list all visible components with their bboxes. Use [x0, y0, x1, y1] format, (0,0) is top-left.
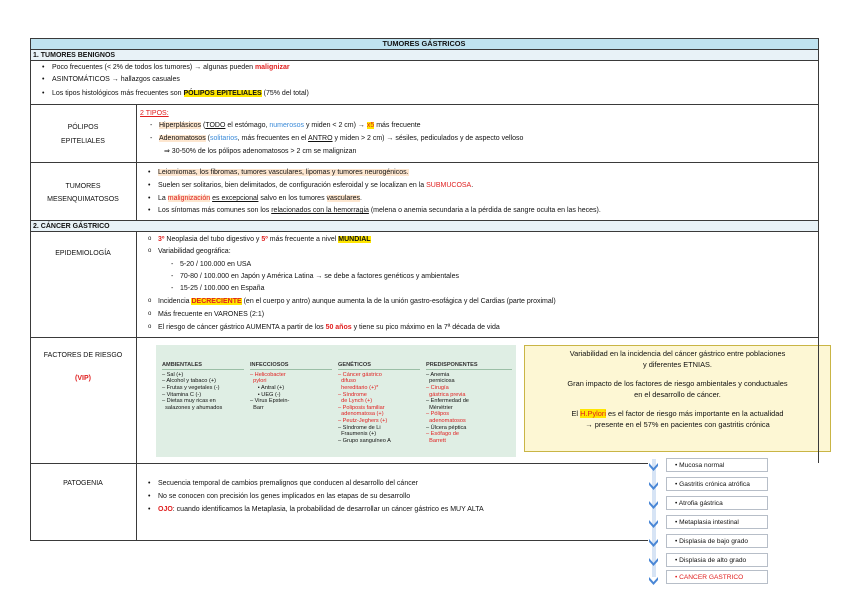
polipos-line-3: ⇒ 30-50% de los pólipos adenomatosos > 2 cm se malignizan: [164, 148, 357, 155]
row-line-meseq: [30, 220, 818, 221]
row-line-s2: [30, 231, 818, 232]
epi-dash-2: - 70-80 / 100.000 en Japón y América Latina → se debe a factores genéticos y ambientales: [180, 273, 459, 280]
polipos-label-2: EPITELIALES: [61, 138, 105, 145]
risk-col-geneticos-header: GENÉTICOS: [338, 362, 420, 370]
meseq-bullet-1: • Leiomiomas, los fibromas, tumores vasculares, lipomas y tumores neurogénicos.: [158, 169, 409, 176]
section-2-header-bg: [30, 221, 818, 231]
epi-dash-3: - 15-25 / 100.000 en España: [180, 285, 264, 292]
risk-col-ambientales: [162, 349, 244, 418]
risk-pred-6: – Esófago de Barrett: [426, 431, 459, 444]
risk-note-2: y diferentes ETNIAS.: [642, 359, 712, 369]
risk-note-6: → presente en el 57% en pacientes con gastritis crónica: [585, 419, 770, 429]
row-line-factores: [30, 463, 648, 464]
risk-col-geneticos-red: – Cáncer gástrico difuso hereditario (+)* – Síndrome de Lynch (+) – Poliposis familiar adenomatosa (+) – Peutz-Jeghers (+): [338, 371, 388, 424]
risk-note-3: Gran impacto de los factores de riesgo ambientales y conductuales: [567, 379, 788, 388]
col-line-label-2: [136, 231, 137, 540]
epi-dash-1: - 5-20 / 100.000 en USA: [180, 261, 251, 268]
benign-bullet-2: • ASINTOMÁTICOS → hallazgos casuales: [52, 76, 180, 83]
epi-item-1: o 3º Neoplasia del tubo digestivo y 5º más frecuente a nivel MUNDIAL: [158, 236, 371, 243]
row-line-benign: [30, 104, 818, 105]
row-line-polipos: [30, 162, 818, 163]
polipos-tipos: 2 TIPOS:: [140, 110, 169, 117]
border-right: [818, 38, 819, 231]
step-7: • CANCER GASTRICO: [666, 570, 768, 584]
row-line-bottom: [30, 540, 648, 541]
row-line-s1: [30, 60, 818, 61]
epi-item-3: o Incidencia DECRECIENTE (en el cuerpo y antro) aunque aumenta la de la unión gastro-esofágica y del Cardias (parte proximal): [158, 298, 556, 305]
step-2: • Gastritis crónica atrófica: [666, 477, 768, 491]
benign-bullet-3: • Los tipos histológicos más frecuentes son PÓLIPOS EPITELIALES (75% del total): [52, 90, 309, 97]
risk-col-ambientales-items: – Sal (+) – Alcohol y tabaco (+) – Frutas y vegetales (-) – Vitamina C (-) – Dietas muy ricas en salazones y ahumados: [162, 371, 223, 411]
factores-vip: (VIP): [75, 375, 91, 382]
risk-note-1: Variabilidad en la incidencia del cáncer gástrico entre poblaciones: [569, 349, 786, 358]
step-chevron-3: [648, 499, 659, 510]
patogenia-bullet-3: • OJO: cuando identificamos la Metaplasia, la probabilidad de desarrollar un cáncer gástrico es MUY ALTA: [158, 506, 484, 513]
factores-label: FACTORES DE RIESGO: [43, 352, 123, 359]
step-5: • Displasia de bajo grado: [666, 534, 768, 548]
patogenia-bullet-2: • No se conocen con precisión los genes implicados en las etapas de su desarrollo: [158, 493, 410, 500]
risk-col-infecciosos-header: INFECCIOSOS: [250, 362, 332, 370]
risk-col-geneticos-items: – Síndrome de Li Fraumenis (+) – Grupo sanguíneo A: [338, 424, 391, 444]
risk-col-geneticos: [338, 349, 420, 451]
step-chevron-4: [648, 518, 659, 529]
patogenia-bullet-1: • Secuencia temporal de cambios premalignos que conducen al desarrollo del cáncer: [158, 480, 418, 487]
step-chevron-2: [648, 480, 659, 491]
risk-note-4: en el desarrollo de cáncer.: [634, 389, 721, 399]
step-1: • Mucosa normal: [666, 458, 768, 472]
epi-item-5: o El riesgo de cáncer gástrico AUMENTA a partir de los 50 años y tiene su pico máximo en la 7ª década de vida: [158, 324, 500, 331]
risk-col-predisponentes: [426, 349, 512, 458]
benign-bullet-1: • Poco frecuentes (< 2% de todos los tumores) → algunas pueden malignizar: [52, 64, 290, 71]
polipos-line-1: - Hiperplásicos (TODO el estómago, numerosos y miden < 2 cm) → x5 más frecuente: [159, 122, 421, 129]
row-line-title: [30, 49, 818, 50]
border-top: [30, 38, 818, 39]
risk-col-ambientales-header: AMBIENTALES: [162, 362, 244, 370]
step-chevron-1: [648, 461, 659, 472]
section-1-header: 1. TUMORES BENIGNOS: [33, 52, 116, 59]
meseq-label-2: MESENQUIMATOSOS: [47, 196, 119, 203]
border-left: [30, 38, 31, 540]
risk-col-infecciosos-hpylori: – Helicobacter pylori: [250, 371, 286, 385]
section-1-header-bg: [30, 50, 818, 60]
polipos-label-1: PÓLIPOS: [67, 124, 99, 131]
risk-pred-4: – Pólipos adenomatosos: [426, 411, 466, 424]
row-line-epi: [30, 337, 818, 338]
border-right-lower: [818, 231, 819, 463]
step-chevron-5: [648, 537, 659, 548]
section-2-header: 2. CÁNCER GÁSTRICO: [33, 223, 110, 230]
step-4: • Metaplasia intestinal: [666, 515, 768, 529]
step-6: • Displasia de alto grado: [666, 553, 768, 567]
step-chevron-6: [648, 556, 659, 567]
meseq-bullet-4: • Los síntomas más comunes son los relacionados con la hemorragia (melena o anemia secundaria a la pérdida de sangre oculta en las heces).: [158, 207, 601, 214]
risk-factors-table: [156, 345, 516, 457]
col-line-label: [136, 104, 137, 220]
step-chevron-7: [648, 575, 659, 586]
risk-pred-5: – Úlcera péptica: [426, 424, 467, 431]
meseq-bullet-2: • Suelen ser solitarios, bien delimitados, de configuración esferoidal y se localizan en la SUBMUCOSA.: [158, 182, 473, 189]
document-title: TUMORES GÁSTRICOS: [382, 39, 466, 48]
risk-pred-1: – Anemia perniciosa: [426, 371, 455, 385]
risk-col-infecciosos: [250, 349, 332, 418]
polipos-line-2: - Adenomatosos (solitarios, más frecuentes en el ANTRO y miden > 2 cm) → sésiles, pediculados y de aspecto velloso: [159, 135, 523, 142]
risk-col-predisponentes-header: PREDISPONENTES: [426, 362, 512, 370]
patogenia-label: PATOGENIA: [63, 480, 103, 487]
epi-item-2: o Variabilidad geográfica:: [158, 248, 231, 255]
risk-pred-2: – Cirugía gástrica previa: [426, 384, 466, 398]
meseq-label-1: TUMORES: [65, 183, 101, 190]
step-3: • Atrofia gástrica: [666, 496, 768, 510]
risk-pred-3: – Enfermedad de Ménétrier: [426, 398, 469, 411]
risk-note-5: El H.Pylori es el factor de riesgo más importante en la actualidad: [571, 409, 784, 418]
risk-col-infecciosos-items: • Antral (+) • UEG (-) – Virus Epstein- Barr: [250, 384, 290, 411]
epi-label: EPIDEMIOLOGÍA: [55, 250, 111, 257]
epi-item-4: o Más frecuente en VARONES (2:1): [158, 311, 264, 318]
risk-note-box: [524, 345, 831, 452]
meseq-bullet-3: • La malignización es excepcional salvo en los tumores vasculares.: [158, 195, 362, 202]
